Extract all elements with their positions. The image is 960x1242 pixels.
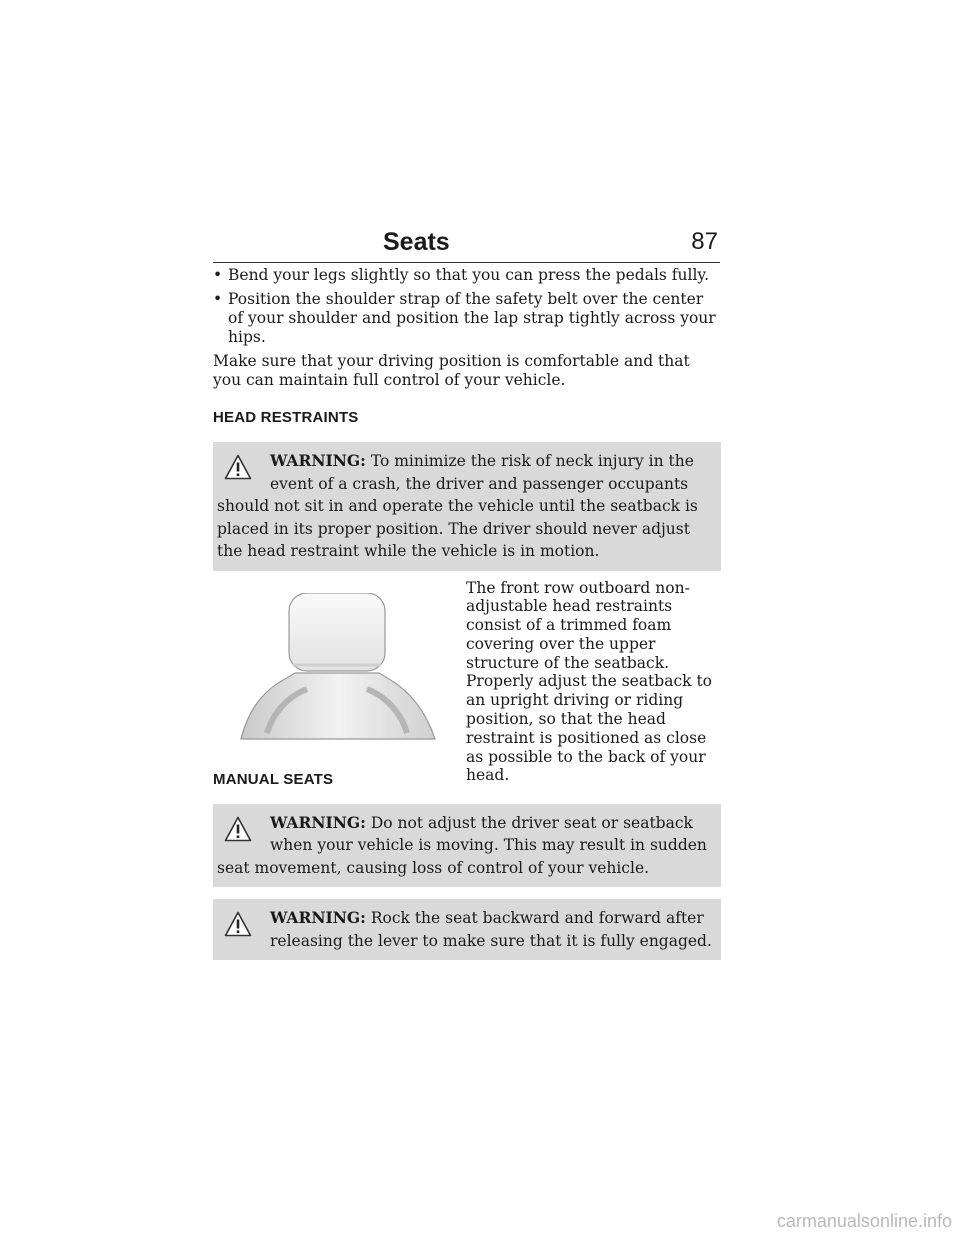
bullet-item (213, 266, 721, 285)
warning-label: WARNING: (270, 812, 366, 832)
bullet-dot: • (213, 290, 223, 308)
page-header (213, 224, 720, 263)
watermark: carmanualsonline.info (776, 1211, 952, 1231)
warning-label: WARNING: (270, 908, 366, 927)
warning-box (213, 442, 721, 571)
warning-text: To minimize the risk of neck injury in the event of a crash, the driver and passenger occupants should not sit in and operate the vehicle until the seatback is placed in its proper position. The driver should never adjust the head restraint while the vehicle is in motion. (217, 452, 698, 560)
bullet-dot: • (213, 266, 223, 284)
bullet-text: Bend your legs slightly so that you can press the pedals fully. (228, 266, 710, 284)
bullet-item (213, 290, 721, 347)
section-title: Seats (383, 228, 450, 256)
warning-text: Rock the seat backward and forward after releasing the lever to make sure that it is fully engaged. (270, 909, 712, 950)
warning-text: Do not adjust the driver seat or seatback when your vehicle is moving. This may result in sudden seat movement, causing loss of control of your vehicle. (217, 813, 707, 877)
warning-triangle-icon (224, 911, 252, 937)
figure-caption: The front row outboard non-adjustable head restraints consist of a trimmed foam covering over the upper structure of the seatback. Properly adjust the seatback to an upright driving or riding position, so that the head restraint is positioned as close as possible to the back of your head. (466, 578, 713, 785)
warning-triangle-icon (224, 454, 252, 480)
bullet-text: Position the shoulder strap of the safety belt over the center of your shoulder and position the lap strap tightly across your hips. (228, 290, 716, 346)
warning-label: WARNING: (270, 451, 366, 470)
heading-head-restraints: HEAD RESTRAINTS (213, 409, 359, 426)
head-restraint-illustration (237, 593, 437, 741)
warning-box (213, 899, 721, 960)
page-content (213, 266, 721, 972)
heading-manual-seats: MANUAL SEATS (213, 770, 334, 788)
page-number: 87 (691, 228, 718, 255)
intro-paragraph: Make sure that your driving position is comfortable and that you can maintain full control of your vehicle. (213, 352, 690, 389)
warning-triangle-icon (224, 816, 252, 842)
warning-box (213, 804, 721, 888)
